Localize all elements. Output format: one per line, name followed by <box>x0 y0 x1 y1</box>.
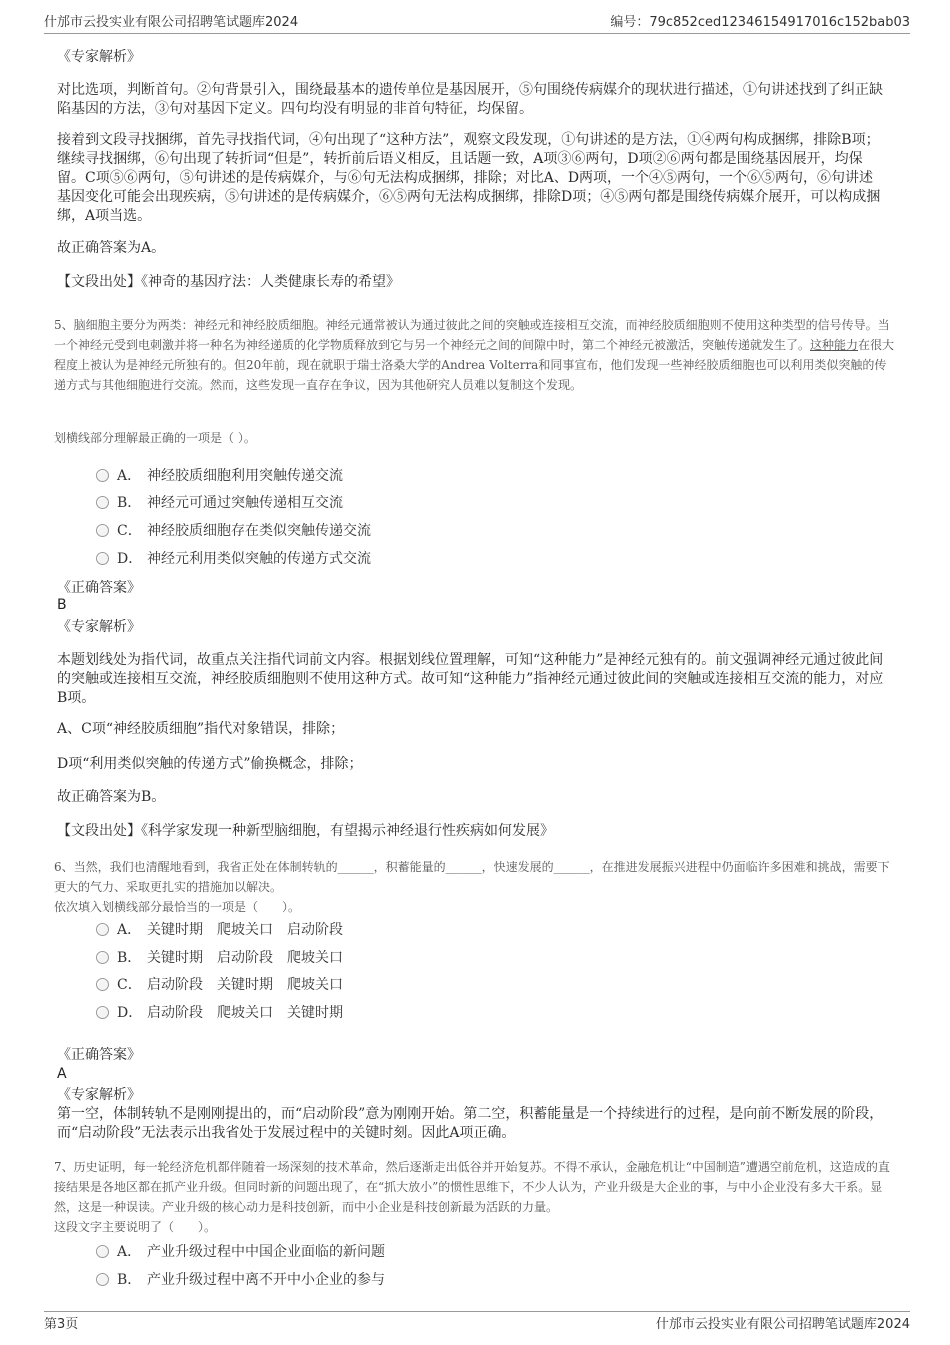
footer-title: 什邡市云投实业有限公司招聘笔试题库2024 <box>655 1317 910 1332</box>
radio-icon[interactable] <box>96 496 109 509</box>
q5-conclusion: 故正确答案为B。 <box>57 789 166 805</box>
q6-question: 依次填入划横线部分最恰当的一项是（ ）。 <box>54 900 301 914</box>
q6-analysis-p1: 第一空，体制转轨不是刚刚提出的，而“启动阶段”意为刚刚开始。第二空，积蓄能量是一个持续进行的过程，是向前不断发展的阶段，而“启动阶段”无法表示出我省处于发展过程中的关键时刻。因此A项正确。 <box>57 1106 884 1141</box>
option-letter: A． <box>117 922 142 938</box>
q5-option-d[interactable] <box>96 546 371 570</box>
q5-source: 【文段出处】《科学家发现一种新型脑细胞，有望揭示神经退行性疾病如何发展》 <box>57 823 554 839</box>
option-text: 神经胶质细胞利用突触传递交流 <box>147 468 343 484</box>
q5-analysis-p3: D项“利用类似突触的传递方式”偷换概念，排除； <box>57 756 363 772</box>
q5-stem-post: 在很大程度上被认为是神经元所独有的。但20年前，现在就职于瑞士洛桑大学的Andrea Volterra和同事宣布，他们发现一些神经胶质细胞也可以利用类似突触的传递方式与其他细胞进行交流。然而，这些发现一直存在争议，因为其他研究人员难以复制这个发现。 <box>54 338 895 392</box>
q5-answer-label: 《正确答案》 <box>57 580 141 596</box>
option-text: 神经元可通过突触传递相互交流 <box>147 495 343 511</box>
option-text: 产业升级过程中中国企业面临的新问题 <box>147 1244 385 1260</box>
option-text: 产业升级过程中离不开中小企业的参与 <box>147 1272 385 1288</box>
q6-answer-label: 《正确答案》 <box>57 1047 141 1063</box>
q4-conclusion: 故正确答案为A。 <box>57 240 166 256</box>
option-letter: C． <box>117 523 142 539</box>
q5-question: 划横线部分理解最正确的一项是（ ）。 <box>54 431 256 445</box>
option-text: 关键时期 爬坡关口 启动阶段 <box>147 922 343 938</box>
q5-analysis-p1: 本题划线处为指代词，故重点关注指代词前文内容。根据划线位置理解，可知“这种能力”是神经元独有的。前文强调神经元通过彼此间的突触或连接相互交流，神经胶质细胞则不使用这种方式。故可知“这种能力”指神经元通过彼此间的突触或连接相互交流的能力，对应B项。 <box>57 652 884 706</box>
q5-option-b[interactable] <box>96 490 343 514</box>
q6-option-a[interactable] <box>96 917 343 941</box>
q5-stem-underlined: 这种能力 <box>810 338 859 352</box>
q5-stem-pre: 5、脑细胞主要分为两类：神经元和神经胶质细胞。神经元通常被认为通过彼此之间的突触或连接相互交流，而神经胶质细胞则不使用这种类型的信号传导。当一个神经元受到电刺激并将一种名为神经递质的化学物质释放到它与另一个神经元之间的间隙中时，第二个神经元被激活，突触传递就发生了。 <box>54 318 890 352</box>
q6-option-b[interactable] <box>96 945 343 969</box>
q7-stem: 7、历史证明，每一轮经济危机都伴随着一场深刻的技术革命，然后逐渐走出低谷并开始复苏。不得不承认，金融危机让“中国制造”遭遇空前危机，这造成的直接结果是各地区都在抓产业升级。但同时新的问题出现了，在“抓大放小”的惯性思维下，不少人认为，产业升级是大企业的事，与中小企业没有多大干系。显然，这是一种误读。产业升级的核心动力是科技创新，而中小企业是科技创新最为活跃的力量。 <box>54 1160 890 1214</box>
q5-stem <box>54 315 896 395</box>
option-letter: A． <box>117 1244 142 1260</box>
header-divider <box>44 33 910 34</box>
q6-option-c[interactable] <box>96 972 343 996</box>
option-text: 神经元利用类似突触的传递方式交流 <box>147 551 371 567</box>
q6-expert-label: 《专家解析》 <box>57 1087 141 1103</box>
radio-icon[interactable] <box>96 524 109 537</box>
q6-option-d[interactable] <box>96 1000 343 1024</box>
q6-stem: 6、当然，我们也清醒地看到，我省正处在体制转轨的______，积蓄能量的______，快速发展的______，在推进发展振兴进程中仍面临许多困难和挑战，需要下更大的气力、采取更扎实的措施加以解决。 <box>54 860 890 894</box>
q5-expert-label: 《专家解析》 <box>57 619 141 635</box>
q5-answer: B <box>57 597 67 613</box>
option-letter: B． <box>117 1272 142 1288</box>
header-document-id: 编号：79c852ced12346154917016c152bab03 <box>610 15 910 30</box>
q5-option-a[interactable] <box>96 463 343 487</box>
q4-analysis-p1: 对比选项，判断首句。②句背景引入，围绕最基本的遗传单位是基因展开，⑤句围绕传病媒介的现状进行描述，①句讲述找到了纠正缺陷基因的方法，③句对基因下定义。四句均没有明显的非首句特征，均保留。 <box>57 82 883 117</box>
option-letter: D． <box>117 551 143 567</box>
radio-icon[interactable] <box>96 552 109 565</box>
option-letter: B． <box>117 495 142 511</box>
radio-icon[interactable] <box>96 469 109 482</box>
option-letter: D． <box>117 1005 143 1021</box>
q4-expert-label: 《专家解析》 <box>57 49 141 65</box>
radio-icon[interactable] <box>96 1273 109 1286</box>
q6-answer: A <box>57 1066 67 1082</box>
page-number: 第3页 <box>44 1317 79 1332</box>
q4-source: 【文段出处】《神奇的基因疗法：人类健康长寿的希望》 <box>57 274 400 290</box>
q7-option-a[interactable] <box>96 1239 385 1263</box>
radio-icon[interactable] <box>96 1245 109 1258</box>
footer-divider <box>44 1311 910 1312</box>
radio-icon[interactable] <box>96 923 109 936</box>
option-letter: A． <box>117 468 142 484</box>
radio-icon[interactable] <box>96 1006 109 1019</box>
option-text: 神经胶质细胞存在类似突触传递交流 <box>147 523 371 539</box>
q5-option-c[interactable] <box>96 518 371 542</box>
q4-analysis-p2: 接着到文段寻找捆绑，首先寻找指代词，④句出现了“这种方法”，观察文段发现，①句讲述的是方法，①④两句构成捆绑，排除B项；继续寻找捆绑，⑥句出现了转折词“但是”，转折前后语义相反，且话题一致，A项③⑥两句，D项②⑥两句都是围绕基因展开，均保留。C项⑤⑥两句，⑤句讲述的是传病媒介，与⑥句无法构成捆绑，排除；对比A、D两项，一个④⑤两句，一个⑥⑤两句，⑥句讲述基因变化可能会出现疾病，⑤句讲述的是传病媒介，⑥⑤两句无法构成捆绑，排除D项；④⑤两句都是围绕传病媒介展开，可以构成捆绑，A项当选。 <box>57 132 881 224</box>
q7-question: 这段文字主要说明了（ ）。 <box>54 1220 217 1234</box>
radio-icon[interactable] <box>96 978 109 991</box>
q5-analysis-p2: A、C项“神经胶质细胞”指代对象错误，排除； <box>57 721 345 737</box>
header-title: 什邡市云投实业有限公司招聘笔试题库2024 <box>44 15 299 30</box>
option-letter: B． <box>117 950 142 966</box>
option-text: 启动阶段 关键时期 爬坡关口 <box>147 977 343 993</box>
q7-option-b[interactable] <box>96 1267 385 1291</box>
option-text: 关键时期 启动阶段 爬坡关口 <box>147 950 343 966</box>
option-letter: C． <box>117 977 142 993</box>
option-text: 启动阶段 爬坡关口 关键时期 <box>147 1005 343 1021</box>
radio-icon[interactable] <box>96 951 109 964</box>
